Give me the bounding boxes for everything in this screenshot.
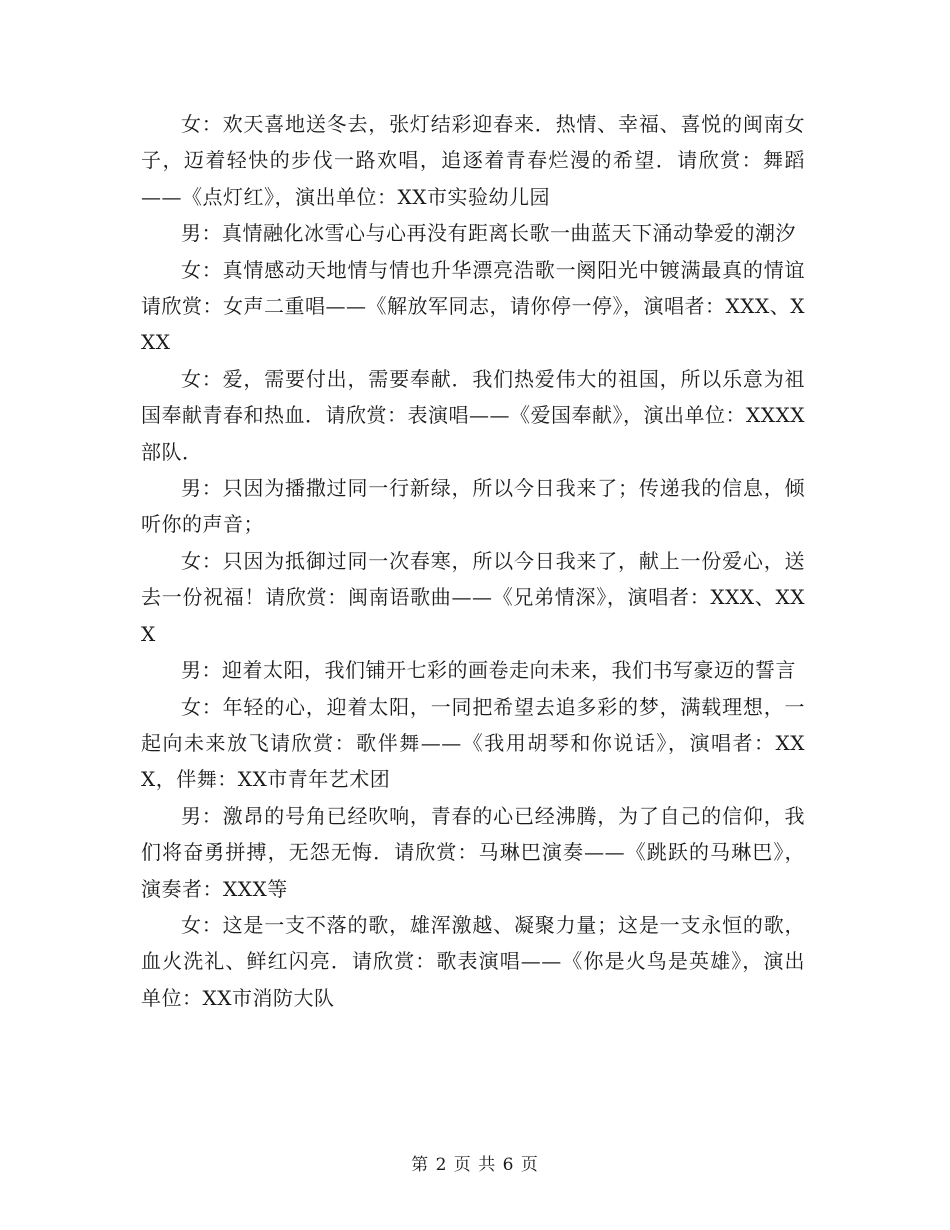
paragraph: 女：爱，需要付出，需要奉献．我们热爱伟大的祖国，所以乐意为祖国奉献青春和热血．请欣赏：表演唱——《爱国奉献》，演出单位：XXXX部队．	[141, 366, 805, 464]
paragraph: 女：这是一支不落的歌，雄浑激越、凝聚力量；这是一支永恒的歌，血火洗礼、鲜红闪亮．请欣赏：歌表演唱——《你是火鸟是英雄》，演出单位：XX市消防大队	[141, 912, 805, 1010]
paragraph: 女：年轻的心，迎着太阳，一同把希望去追多彩的梦，满载理想，一起向未来放飞请欣赏：歌伴舞——《我用胡琴和你说话》，演唱者：XXX，伴舞：XX市青年艺术团	[141, 694, 805, 792]
paragraph: 女：只因为抵御过同一次春寒，所以今日我来了，献上一份爱心，送去一份祝福！请欣赏：闽南语歌曲——《兄弟情深》，演唱者：XXX、XXX	[141, 548, 805, 646]
page-footer	[0, 1153, 950, 1177]
document-body	[141, 106, 805, 1016]
paragraph: 女：欢天喜地送冬去，张灯结彩迎春来．热情、幸福、喜悦的闽南女子，迈着轻快的步伐一路欢唱，追逐着青春烂漫的希望．请欣赏：舞蹈——《点灯红》，演出单位：XX市实验幼儿园	[141, 112, 805, 209]
paragraph: 男：迎着太阳，我们铺开七彩的画卷走向未来，我们书写豪迈的誓言	[181, 658, 796, 683]
paragraph: 男：激昂的号角已经吹响，青春的心已经沸腾，为了自己的信仰，我们将奋勇拼搏，无怨无悔．请欣赏：马琳巴演奏——《跳跃的马琳巴》，演奏者：XXX等	[141, 803, 805, 901]
page-number-label: 第 2 页 共 6 页	[411, 1155, 539, 1175]
paragraph: 男：只因为播撒过同一行新绿，所以今日我来了；传递我的信息，倾听你的声音；	[141, 476, 805, 537]
paragraph: 男：真情融化冰雪心与心再没有距离长歌一曲蓝天下涌动挚爱的潮汐	[181, 221, 796, 246]
paragraph: 女：真情感动天地情与情也升华漂亮浩歌一阕阳光中镀满最真的情谊请欣赏：女声二重唱——《解放军同志，请你停一停》，演唱者：XXX、XXX	[141, 257, 805, 355]
